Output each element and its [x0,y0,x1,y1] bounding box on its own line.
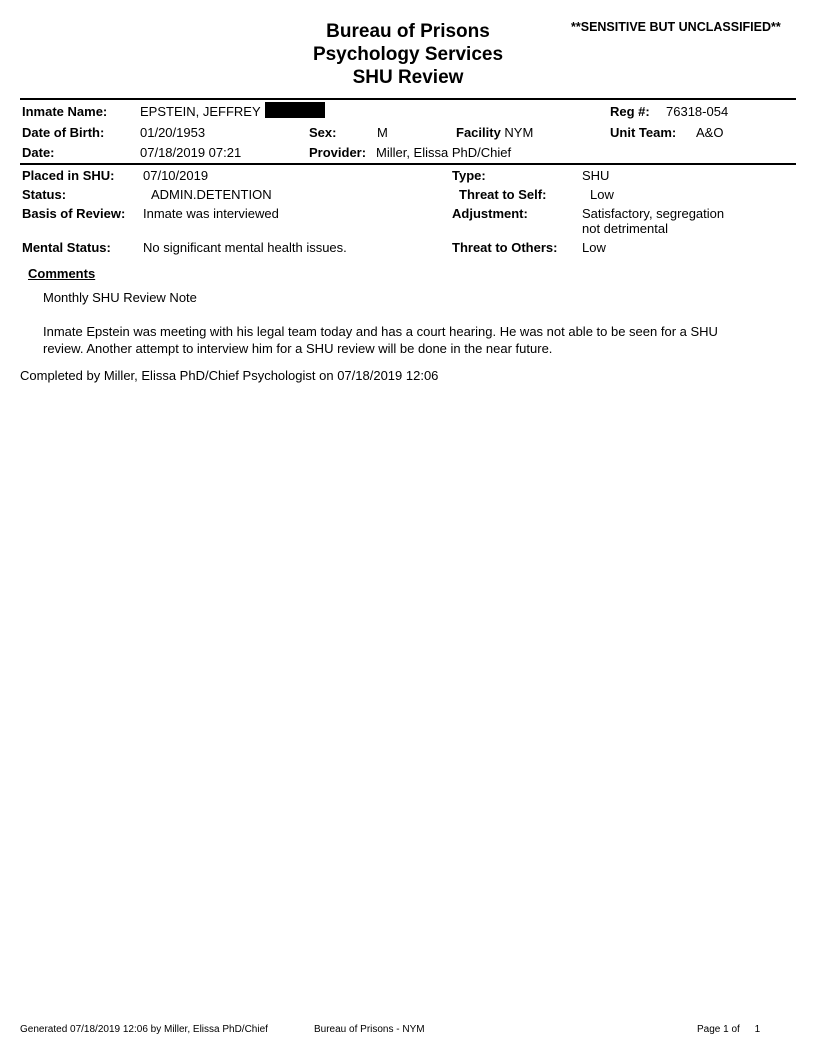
redaction-box [265,102,325,118]
unit-team-label: Unit Team: [610,125,677,140]
title-line-1: Bureau of Prisons [326,21,490,42]
status-label: Status: [22,187,67,202]
inmate-name-label: Inmate Name: [22,104,108,119]
dob-label: Date of Birth: [22,125,105,140]
type-value: SHU [582,168,610,183]
facility-field [456,125,533,140]
reg-number: 76318-054 [666,104,729,119]
unit-team-value: A&O [696,125,724,140]
provider-value: Miller, Elissa PhD/Chief [376,145,512,160]
footer-agency: Bureau of Prisons - NYM [314,1024,425,1035]
date-label: Date: [22,145,55,160]
note-title: Monthly SHU Review Note [43,290,197,305]
placed-label: Placed in SHU: [22,168,115,183]
mental-status-value: No significant mental health issues. [143,240,347,255]
sex-value: M [377,125,388,140]
threat-others-label: Threat to Others: [452,240,558,255]
footer-generated: Generated 07/18/2019 12:06 by Miller, Elissa PhD/Chief [20,1024,268,1035]
status-value: ADMIN.DETENTION [151,187,272,202]
mental-status-label: Mental Status: [22,240,111,255]
title-line-2: Psychology Services [312,44,504,65]
reg-label: Reg #: [610,104,650,119]
adjustment-line-1: Satisfactory, segregation [582,206,725,221]
footer-page-total: 1 [754,1024,761,1035]
section-rule [20,163,796,165]
basis-value: Inmate was interviewed [143,206,279,221]
facility-value: NYM [504,125,534,140]
comments-heading: Comments [28,266,96,281]
document-title [258,20,558,89]
sex-label: Sex: [309,125,337,140]
provider-label: Provider: [309,145,367,160]
inmate-name: EPSTEIN, JEFFREY [140,104,261,119]
adjustment-line-2: not detrimental [582,221,668,236]
date-value: 07/18/2019 07:21 [140,145,242,160]
threat-others-value: Low [582,240,606,255]
comment-paragraph: Inmate Epstein was meeting with his legal team today and has a court hearing. He was not able to be seen for a SHU review. Another attempt to interview him for a SHU review will be done in the near future. [43,324,718,356]
footer-page [697,1024,760,1035]
threat-self-label: Threat to Self: [459,187,547,202]
top-rule [20,98,796,100]
basis-label: Basis of Review: [22,206,126,221]
facility-label: Facility [456,125,501,140]
completed-by: Completed by Miller, Elissa PhD/Chief Psychologist on 07/18/2019 12:06 [20,368,439,383]
threat-self-value: Low [590,187,614,202]
classification-banner: **SENSITIVE BUT UNCLASSIFIED** [571,20,781,34]
type-label: Type: [452,168,486,183]
adjustment-label: Adjustment: [452,206,528,221]
footer-page-label: Page 1 of [697,1024,740,1035]
title-line-3: SHU Review [352,67,464,88]
dob-value: 01/20/1953 [140,125,206,140]
placed-value: 07/10/2019 [143,168,209,183]
